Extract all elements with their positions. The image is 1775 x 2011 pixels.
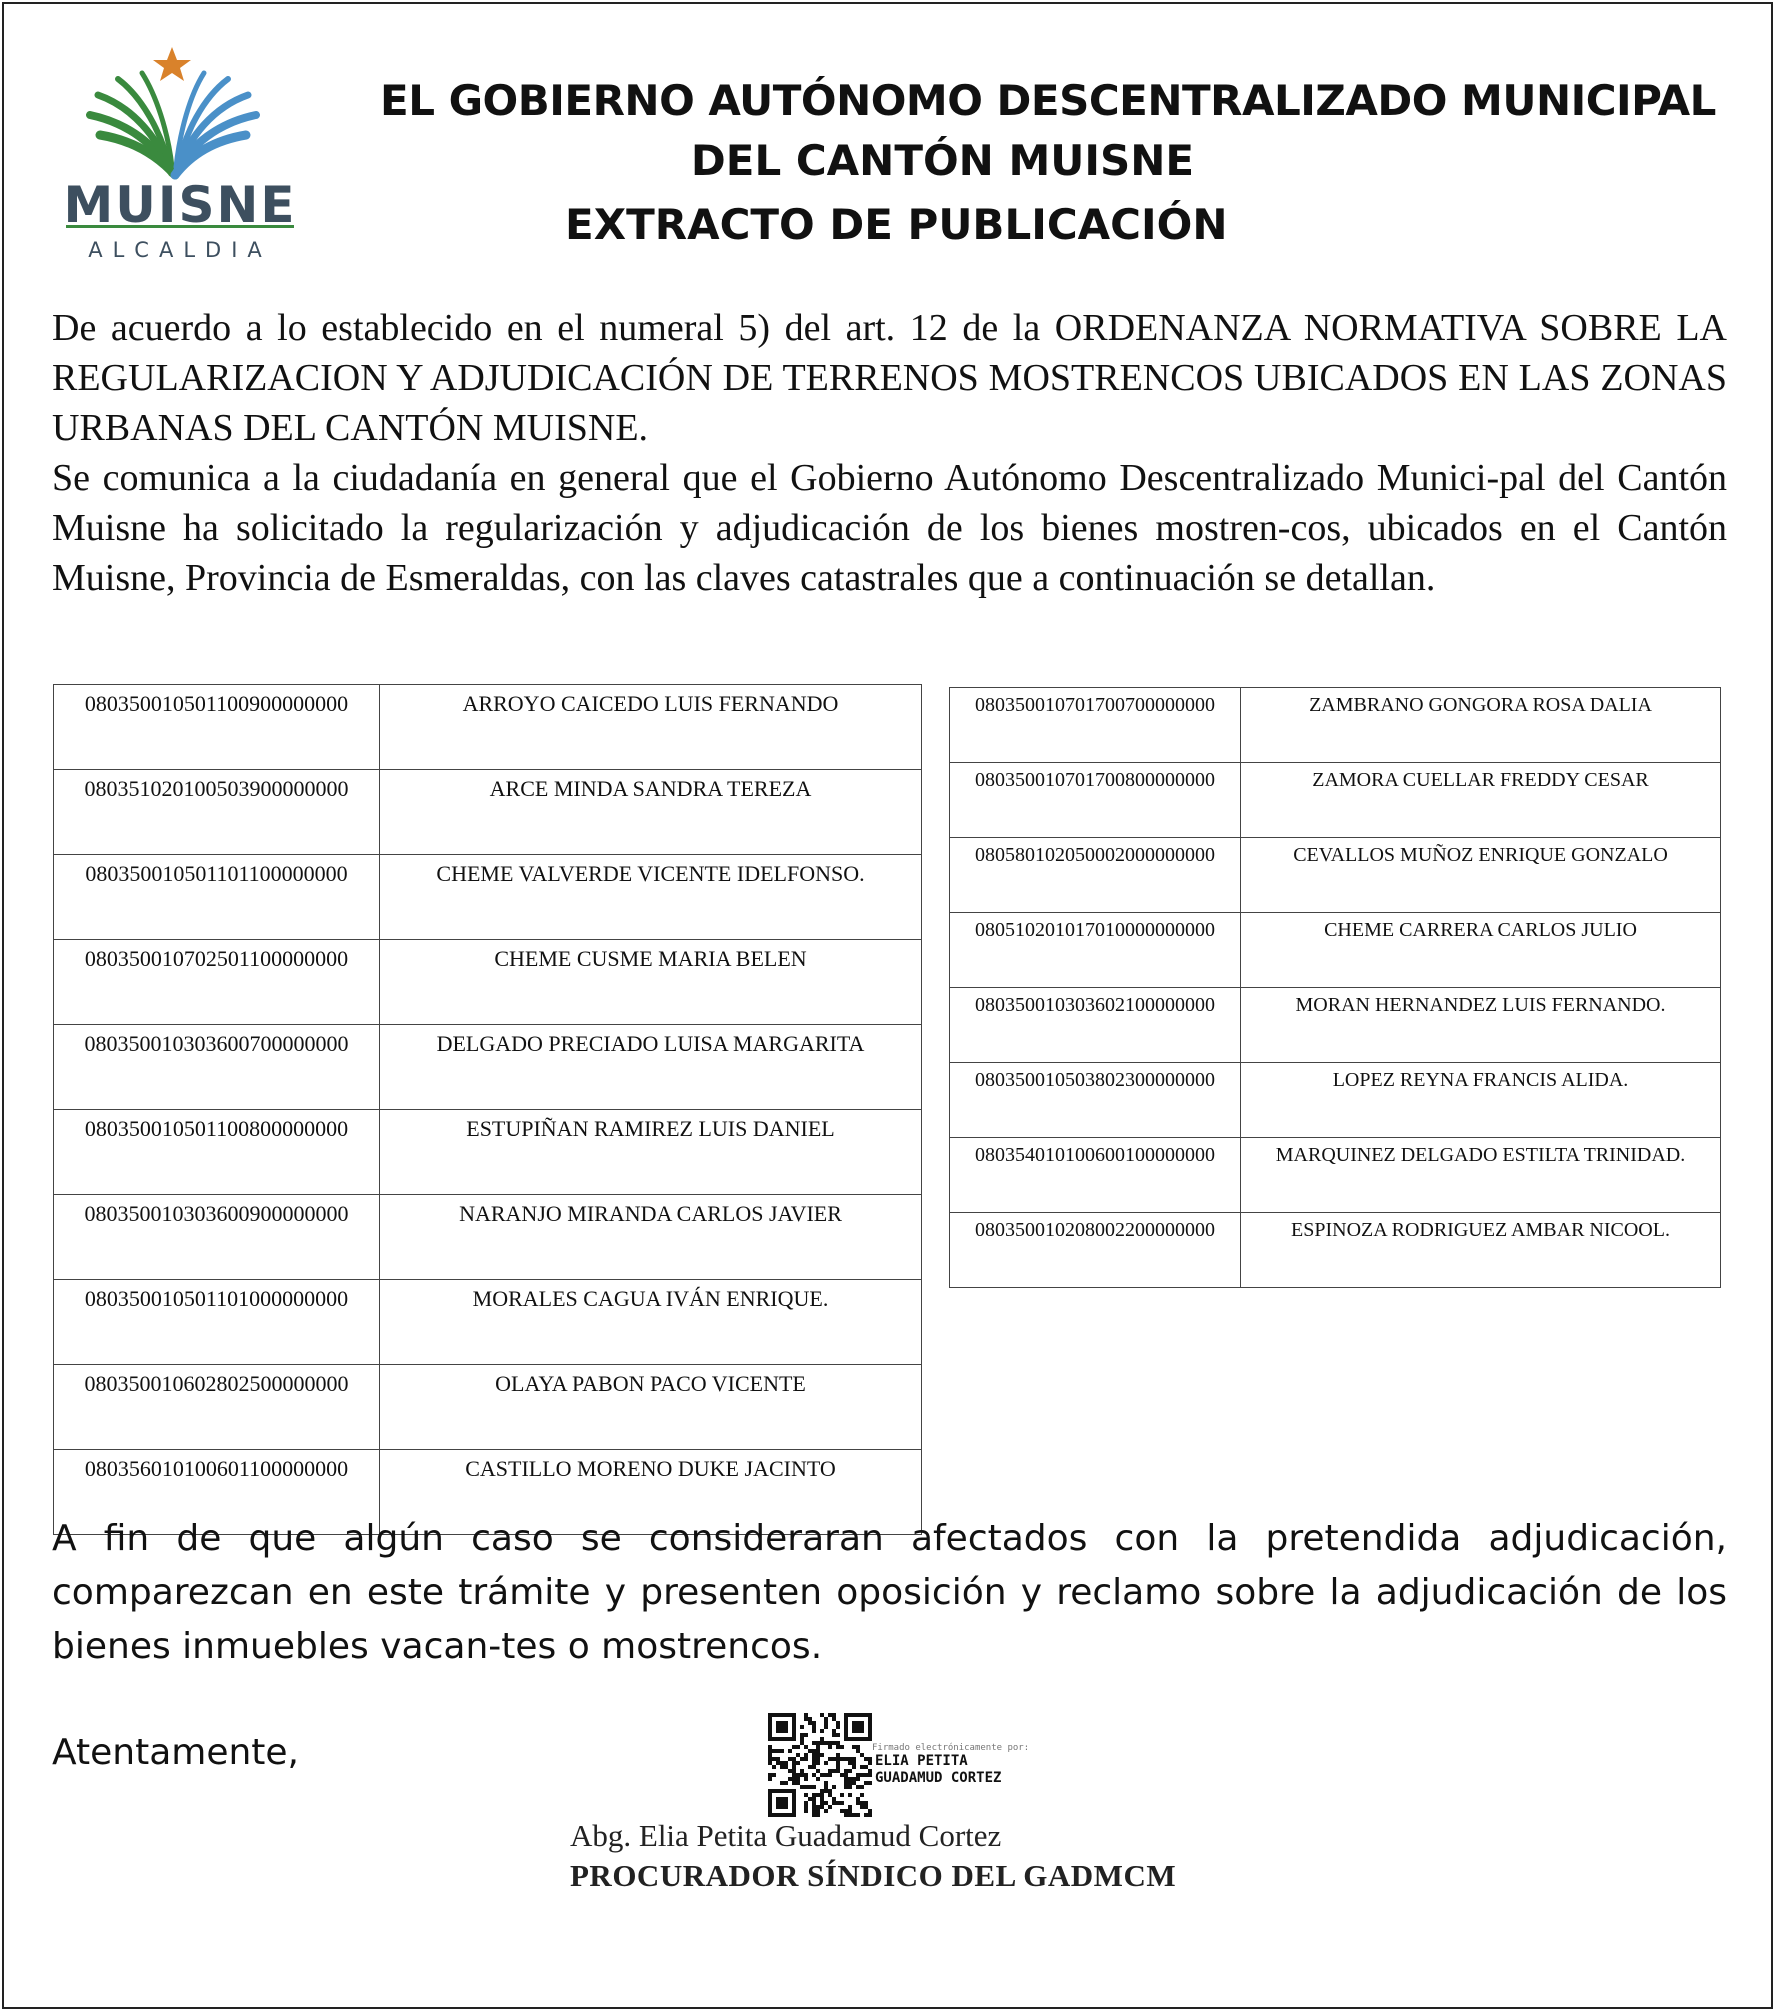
owner-name: MARQUINEZ DELGADO ESTILTA TRINIDAD. (1241, 1138, 1721, 1213)
cadastral-code: 080350010303600700000000 (54, 1025, 380, 1110)
table-row (950, 838, 1721, 913)
table-row (950, 1138, 1721, 1213)
e-signature-name-line-2: GUADAMUD CORTEZ (875, 1770, 1002, 1786)
owner-name: LOPEZ REYNA FRANCIS ALIDA. (1241, 1063, 1721, 1138)
table-row (950, 1213, 1721, 1288)
owner-name: MORAN HERNANDEZ LUIS FERNANDO. (1241, 988, 1721, 1063)
owner-name: CHEME CARRERA CARLOS JULIO (1241, 913, 1721, 988)
owner-name: OLAYA PABON PACO VICENTE (380, 1365, 922, 1450)
cadastral-code: 080350010501101000000000 (54, 1280, 380, 1365)
owner-name: CHEME CUSME MARIA BELEN (380, 940, 922, 1025)
table-row (950, 988, 1721, 1063)
table-row (950, 688, 1721, 763)
owner-name: ARROYO CAICEDO LUIS FERNANDO (380, 685, 922, 770)
owner-name: ESTUPIÑAN RAMIREZ LUIS DANIEL (380, 1110, 922, 1195)
owner-name: ARCE MINDA SANDRA TEREZA (380, 770, 922, 855)
cadastral-table-right (949, 687, 1721, 1288)
cadastral-code: 080350010501101100000000 (54, 855, 380, 940)
table-row (54, 855, 922, 940)
intro-paragraph-2: Se comunica a la ciudadanía en general que el Gobierno Autónomo Descentralizado Munici-pal del Cantón Muisne ha solicitado la regularización y adjudicación de los bienes mostren-cos, ubicados en el Cantón Muisne, Provincia de Esmeraldas, con las claves catastrales que a continuación se detallan. (52, 457, 1727, 599)
cadastral-code: 080356010100601100000000 (54, 1450, 380, 1535)
header-line-3 (0, 200, 1775, 249)
owner-name: CASTILLO MORENO DUKE JACINTO (380, 1450, 922, 1535)
cadastral-code: 080354010100600100000000 (950, 1138, 1241, 1213)
cadastral-code: 080350010503802300000000 (950, 1063, 1241, 1138)
cadastral-code: 080350010303602100000000 (950, 988, 1241, 1063)
cadastral-code: 080350010701700700000000 (950, 688, 1241, 763)
logo-star-icon (153, 47, 191, 81)
table-row (54, 1110, 922, 1195)
table-row (950, 763, 1721, 838)
cadastral-code: 080350010303600900000000 (54, 1195, 380, 1280)
table-row (950, 1063, 1721, 1138)
header-line-3-text: EXTRACTO DE PUBLICACIÓN (565, 200, 1228, 249)
owner-name: NARANJO MIRANDA CARLOS JAVIER (380, 1195, 922, 1280)
intro-text (52, 303, 1727, 603)
header-line-1: EL GOBIERNO AUTÓNOMO DESCENTRALIZADO MUNICIPAL (380, 76, 1716, 125)
intro-paragraph-1: De acuerdo a lo establecido en el numeral 5) del art. 12 de la ORDENANZA NORMATIVA SOBRE LA REGULARIZACION Y ADJUDICACIÓN DE TERRENOS MOSTRENCOS UBICADOS EN LAS ZONAS URBANAS DEL CANTÓN MUISNE. (52, 307, 1727, 449)
table-row (54, 1280, 922, 1365)
cadastral-code: 080351020100503900000000 (54, 770, 380, 855)
closing-text: A fin de que algún caso se consideraran afectados con la pretendida adjudicación, comparezcan en este trámite y presenten oposición y reclamo sobre la adjudicación de los bienes inmuebles vacan-tes o mostrencos. (52, 1518, 1727, 1667)
table-row (54, 770, 922, 855)
cadastral-code: 080350010501100800000000 (54, 1110, 380, 1195)
owner-name: CEVALLOS MUÑOZ ENRIQUE GONZALO (1241, 838, 1721, 913)
owner-name: ZAMBRANO GONGORA ROSA DALIA (1241, 688, 1721, 763)
signer-title: PROCURADOR SÍNDICO DEL GADMCM (570, 1858, 1177, 1893)
cadastral-code: 080350010208002200000000 (950, 1213, 1241, 1288)
e-signature-caption: Firmado electrónicamente por: (872, 1743, 1030, 1753)
logo-name: MUISNE (63, 176, 297, 234)
owner-name: DELGADO PRECIADO LUISA MARGARITA (380, 1025, 922, 1110)
owner-name: ZAMORA CUELLAR FREDDY CESAR (1241, 763, 1721, 838)
cadastral-code: 080350010501100900000000 (54, 685, 380, 770)
owner-name: ESPINOZA RODRIGUEZ AMBAR NICOOL. (1241, 1213, 1721, 1288)
header-line-2-text: DEL CANTÓN MUISNE (690, 136, 1195, 185)
signer-name: Abg. Elia Petita Guadamud Cortez (570, 1818, 1002, 1853)
cadastral-code: 080350010702501100000000 (54, 940, 380, 1025)
owner-name: MORALES CAGUA IVÁN ENRIQUE. (380, 1280, 922, 1365)
table-row (54, 940, 922, 1025)
cadastral-code: 080580102050002000000000 (950, 838, 1241, 913)
table-row (54, 1025, 922, 1110)
logo-subtitle: ALCALDIA (88, 238, 272, 262)
cadastral-table-left (53, 684, 922, 1535)
regards-text: Atentamente, (52, 1732, 299, 1773)
e-signature-name-line-1: ELIA PETITA (875, 1753, 968, 1769)
table-row (54, 1195, 922, 1280)
table-row (54, 1365, 922, 1450)
header-line-2 (0, 136, 1775, 185)
owner-name: CHEME VALVERDE VICENTE IDELFONSO. (380, 855, 922, 940)
table-row (950, 913, 1721, 988)
table-row (54, 685, 922, 770)
cadastral-code: 080510201017010000000000 (950, 913, 1241, 988)
cadastral-code: 080350010602802500000000 (54, 1365, 380, 1450)
qr-code-icon (768, 1713, 872, 1817)
cadastral-code: 080350010701700800000000 (950, 763, 1241, 838)
